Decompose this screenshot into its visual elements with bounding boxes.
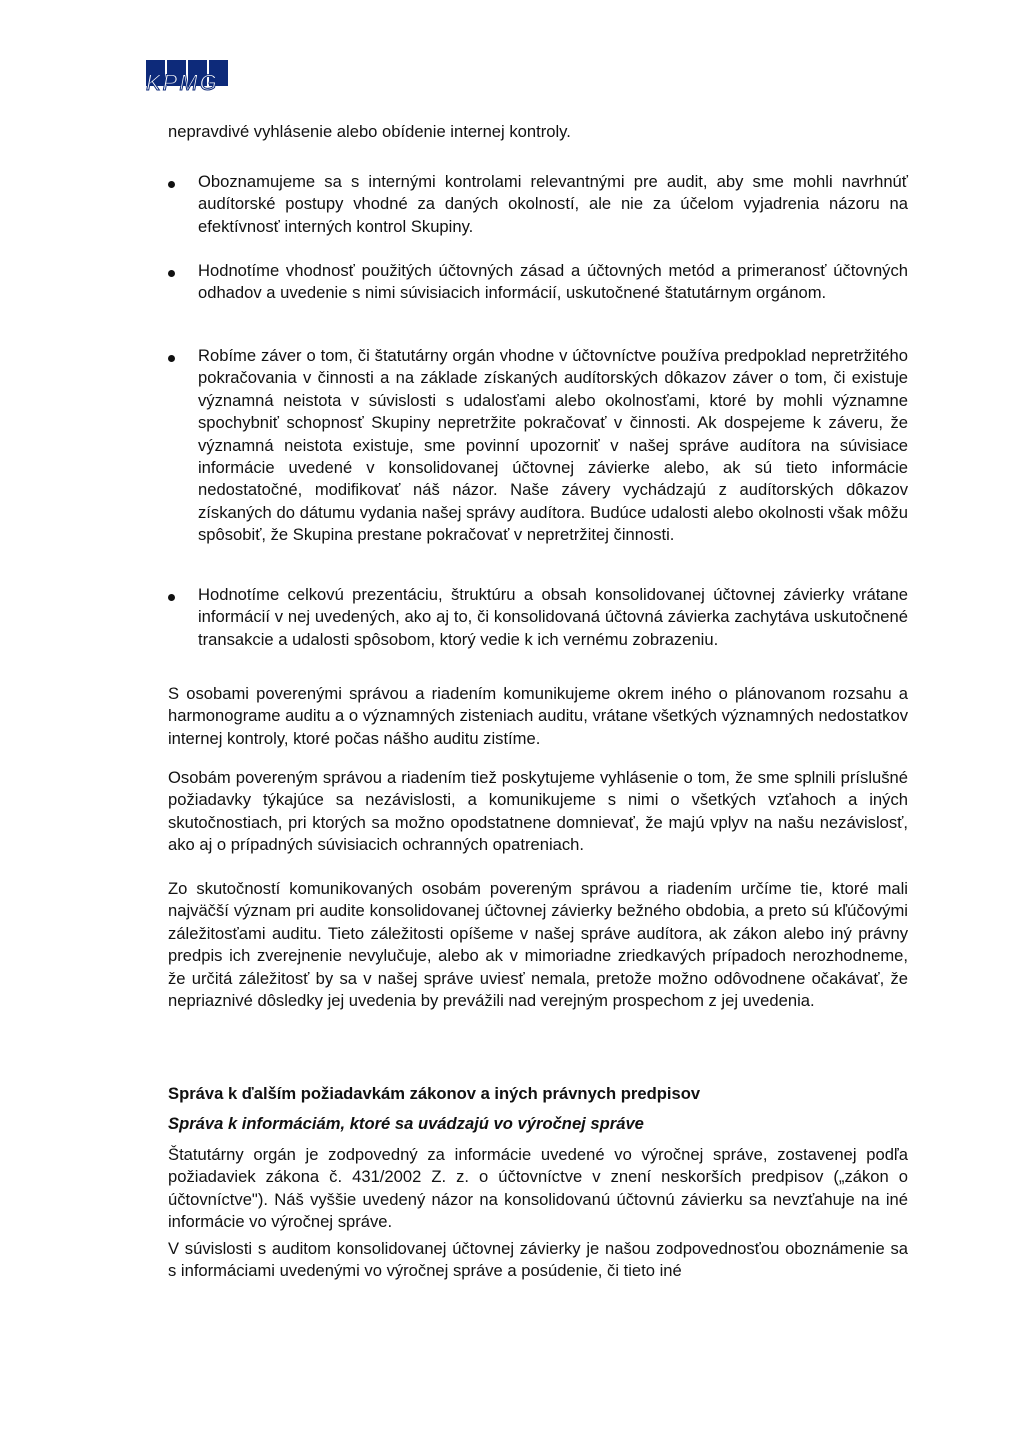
bullet-item — [168, 171, 908, 238]
bullet-dot-icon — [168, 270, 175, 277]
paragraph: Osobám povereným správou a riadením tiež poskytujeme vyhlásenie o tom, že sme splnili príslušné požiadavky týkajúce sa nezávislosti, a komunikujeme s nimi o všetkých vzťahoch a iných skutočnostiach, pri ktorých sa možno opodstatnene domnievať, že majú vplyv na našu nezávislosť, ako aj o prípadných súvisiacich ochranných opatreniach. — [168, 768, 908, 855]
bullet-item — [168, 260, 908, 305]
bullet-text: Hodnotíme celkovú prezentáciu, štruktúru a obsah konsolidovanej účtovnej závierky vrátane informácií v nej uvedených, ako aj to, či konsolidovaná účtovná závierka zachytáva uskutočnené transakcie a udalosti spôsobom, ktorý vedie k ich vernému zobrazeniu. — [198, 585, 908, 649]
bullet-item — [168, 345, 908, 547]
bullet-dot-icon — [168, 181, 175, 188]
bullet-dot-icon — [168, 355, 175, 362]
logo-text: KPMG — [146, 70, 219, 95]
bullet-text: Oboznamujeme sa s internými kontrolami relevantnými pre audit, aby sme mohli navrhnúť audítorské postupy vhodné za daných okolností, ale nie za účelom vyjadrenia názoru na efektívnosť interných kontrol Skupiny. — [198, 172, 908, 236]
paragraph: Štatutárny orgán je zodpovedný za informácie uvedené vo výročnej správe, zostavenej podľa požiadaviek zákona č. 431/2002 Z. z. o účtovníctve v znení neskorších predpisov („zákon o účtovníctve"). Náš vyššie uvedený názor na konsolidovanú účtovnú závierku sa nevzťahuje na iné informácie vo výročnej správe. — [168, 1145, 908, 1232]
kpmg-logo — [146, 60, 230, 94]
continuation-text: nepravdivé vyhlásenie alebo obídenie internej kontroly. — [168, 122, 571, 141]
subsection-heading: Správa k informáciám, ktoré sa uvádzajú vo výročnej správe — [168, 1114, 644, 1133]
paragraph: S osobami poverenými správou a riadením komunikujeme okrem iného o plánovanom rozsahu a harmonograme auditu a o významných zisteniach auditu, vrátane všetkých významných nedostatkov internej kontroly, ktoré počas nášho auditu zistíme. — [168, 684, 908, 748]
section-heading: Správa k ďalším požiadavkám zákonov a iných právnych predpisov — [168, 1084, 701, 1103]
bullet-text: Hodnotíme vhodnosť použitých účtovných zásad a účtovných metód a primeranosť účtovných odhadov a uvedenie s nimi súvisiacich informácií, uskutočnené štatutárnym orgánom. — [198, 261, 908, 303]
paragraph: Zo skutočností komunikovaných osobám povereným správou a riadením určíme tie, ktoré mali najväčší význam pri audite konsolidovanej účtovnej závierky bežného obdobia, a preto sú kľúčovými záležitosťami auditu. Tieto záležitosti opíšeme v našej správe audítora, ak zákon alebo iný právny predpis ich zverejnenie nevylučuje, alebo ak v mimoriadne zriedkavých prípadoch nerozhodneme, že určitá záležitosť by sa v našej správe uviesť nemala, pretože možno odôvodnene očakávať, že nepriaznivé dôsledky jej uvedenia by prevážili nad verejným prospechom z jej uvedenia. — [168, 879, 908, 1011]
bullet-text: Robíme záver o tom, či štatutárny orgán vhodne v účtovníctve používa predpoklad nepretržitého pokračovania v činnosti a na základe získaných audítorských dôkazov záver o tom, či existuje významná neistota v súvislosti s udalosťami alebo okolnosťami, ktoré by mohli významne spochybniť schopnosť Skupiny nepretržite pokračovať v činnosti. Ak dospejeme k záveru, že významná neistota existuje, sme povinní upozorniť v našej správe audítora na súvisiace informácie uvedené v konsolidovanej účtovnej závierke alebo, ak sú tieto informácie nedostatočné, modifikovať náš názor. Naše závery vychádzajú z audítorských dôkazov získaných do dátumu vydania našej správy audítora. Budúce udalosti alebo okolnosti však môžu spôsobiť, že Skupina prestane pokračovať v nepretržitej činnosti. — [198, 346, 908, 545]
paragraph: V súvislosti s auditom konsolidovanej účtovnej závierky je našou zodpovednosťou oboznámenie sa s informáciami uvedenými vo výročnej správe a posúdenie, či tieto iné — [168, 1239, 908, 1281]
bullet-item — [168, 584, 908, 651]
bullet-dot-icon — [168, 594, 175, 601]
